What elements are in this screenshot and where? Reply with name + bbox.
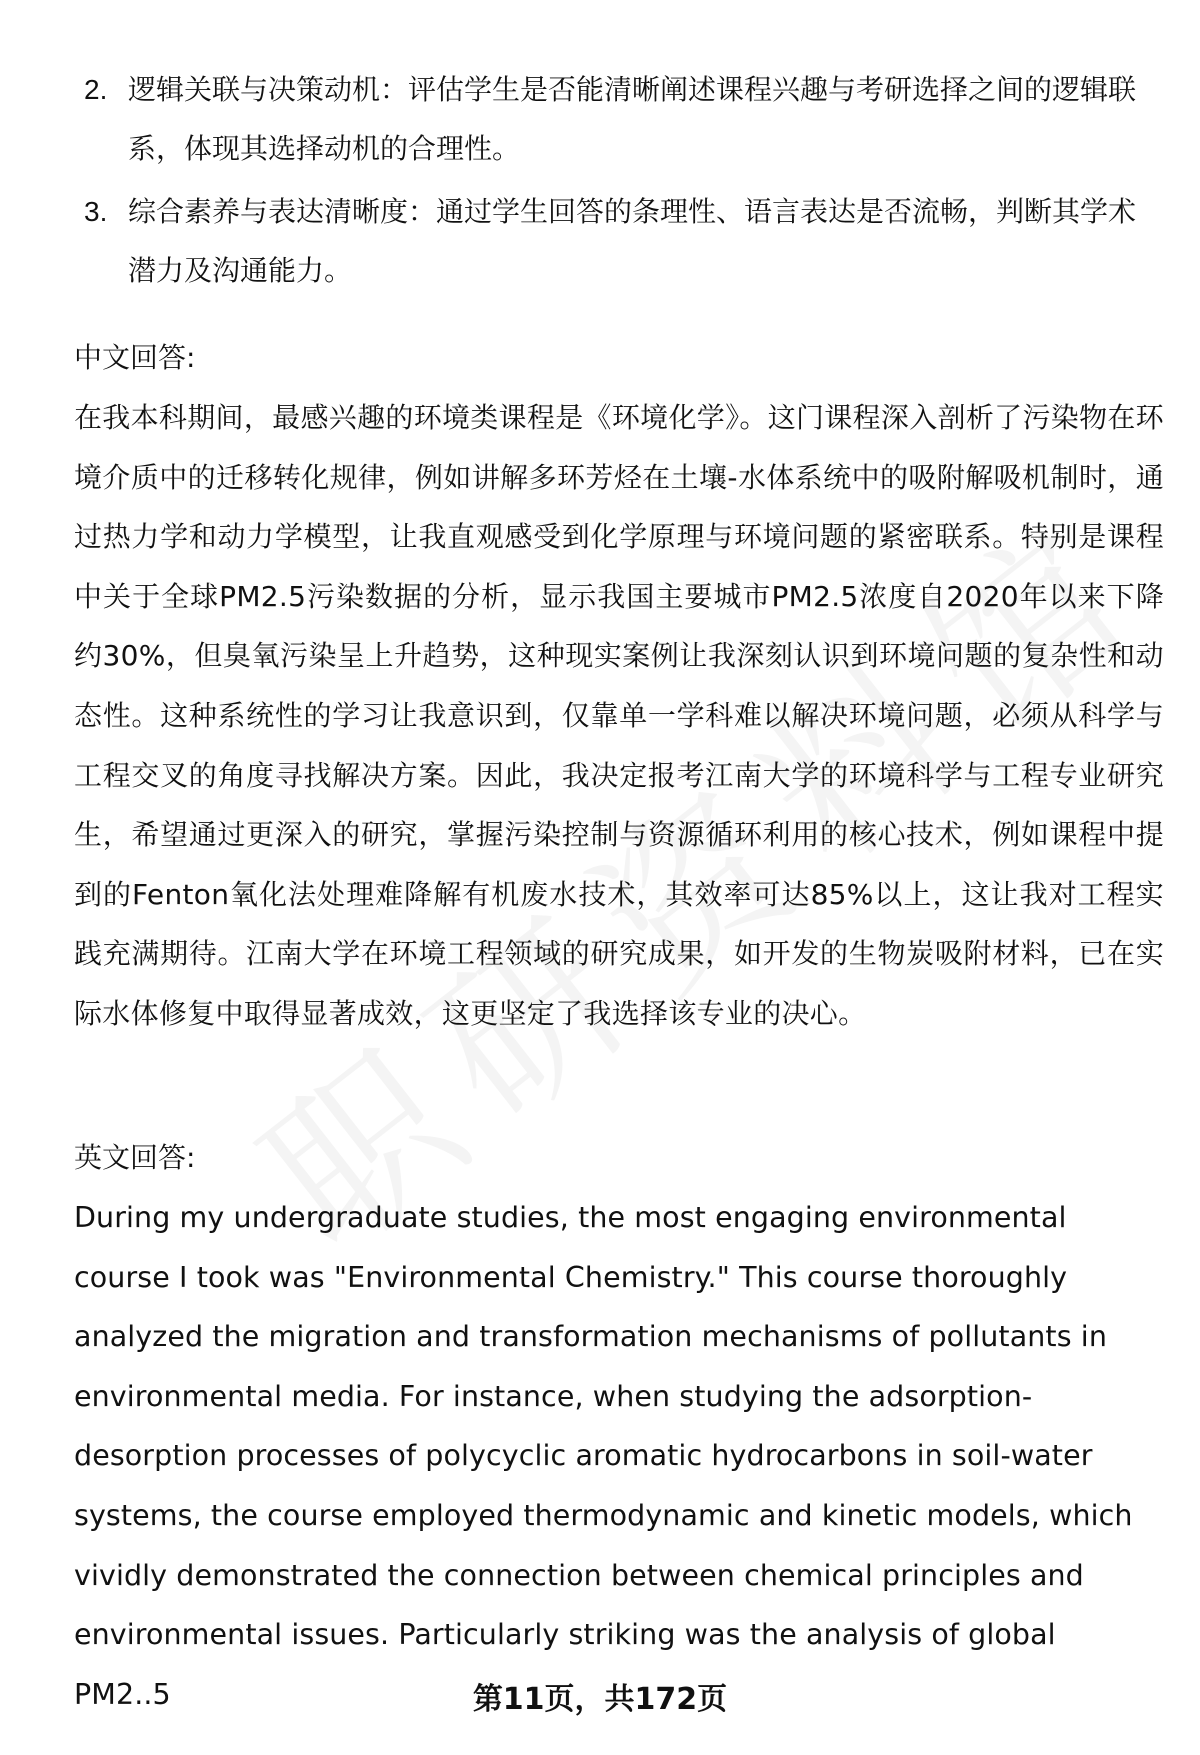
list-number: 2.: [84, 74, 108, 105]
list-number: 3.: [84, 196, 108, 227]
english-answer-label: 英文回答:: [74, 1141, 196, 1174]
criteria-text: 综合素养与表达清晰度：通过学生回答的条理性、语言表达是否流畅，判断其学术潜力及沟通能力。: [128, 195, 1137, 287]
english-answer-paragraph: During my undergraduate studies, the most engaging environmental course I took was "Environmental Chemistry." This course thoroughly analyzed the migration and transformation mechanisms of pollutants in environmental media. For instance, when studying the adsorption-desorption processes of polycyclic aromatic hydrocarbons in soil-water systems, the course employed thermodynamic and kinetic models, which vividly demonstrated the connection between chemical principles and environmental issues. Particularly striking was the analysis of global PM2..5: [74, 1201, 1133, 1711]
criteria-list: [72, 60, 1152, 304]
criteria-item: [72, 60, 1152, 178]
chinese-answer-paragraph: 在我本科期间，最感兴趣的环境类课程是《环境化学》。这门课程深入剖析了污染物在环境介质中的迁移转化规律，例如讲解多环芳烃在土壤-水体系统中的吸附解吸机制时，通过热力学和动力学模型，让我直观感受到化学原理与环境问题的紧密联系。特别是课程中关于全球PM2.5污染数据的分析，显示我国主要城市PM2.5浓度自2020年以来下降约30%，但臭氧污染呈上升趋势，这种现实案例让我深刻认识到环境问题的复杂性和动态性。这种系统性的学习让我意识到，仅靠单一学科难以解决环境问题，必须从科学与工程交叉的角度寻找解决方案。因此，我决定报考江南大学的环境科学与工程专业研究生，希望通过更深入的研究，掌握污染控制与资源循环利用的核心技术，例如课程中提到的Fenton氧化法处理难降解有机废水技术，其效率可达85%以上，这让我对工程实践充满期待。江南大学在环境工程领域的研究成果，如开发的生物炭吸附材料，已在实际水体修复中取得显著成效，这更坚定了我选择该专业的决心。: [74, 401, 1164, 1030]
chinese-answer-label: 中文回答:: [74, 341, 196, 374]
criteria-item: [72, 182, 1152, 300]
page-number-footer: 第11页，共172页: [472, 1682, 728, 1717]
criteria-text: 逻辑关联与决策动机：评估学生是否能清晰阐述课程兴趣与考研选择之间的逻辑联系，体现其选择动机的合理性。: [128, 73, 1137, 165]
